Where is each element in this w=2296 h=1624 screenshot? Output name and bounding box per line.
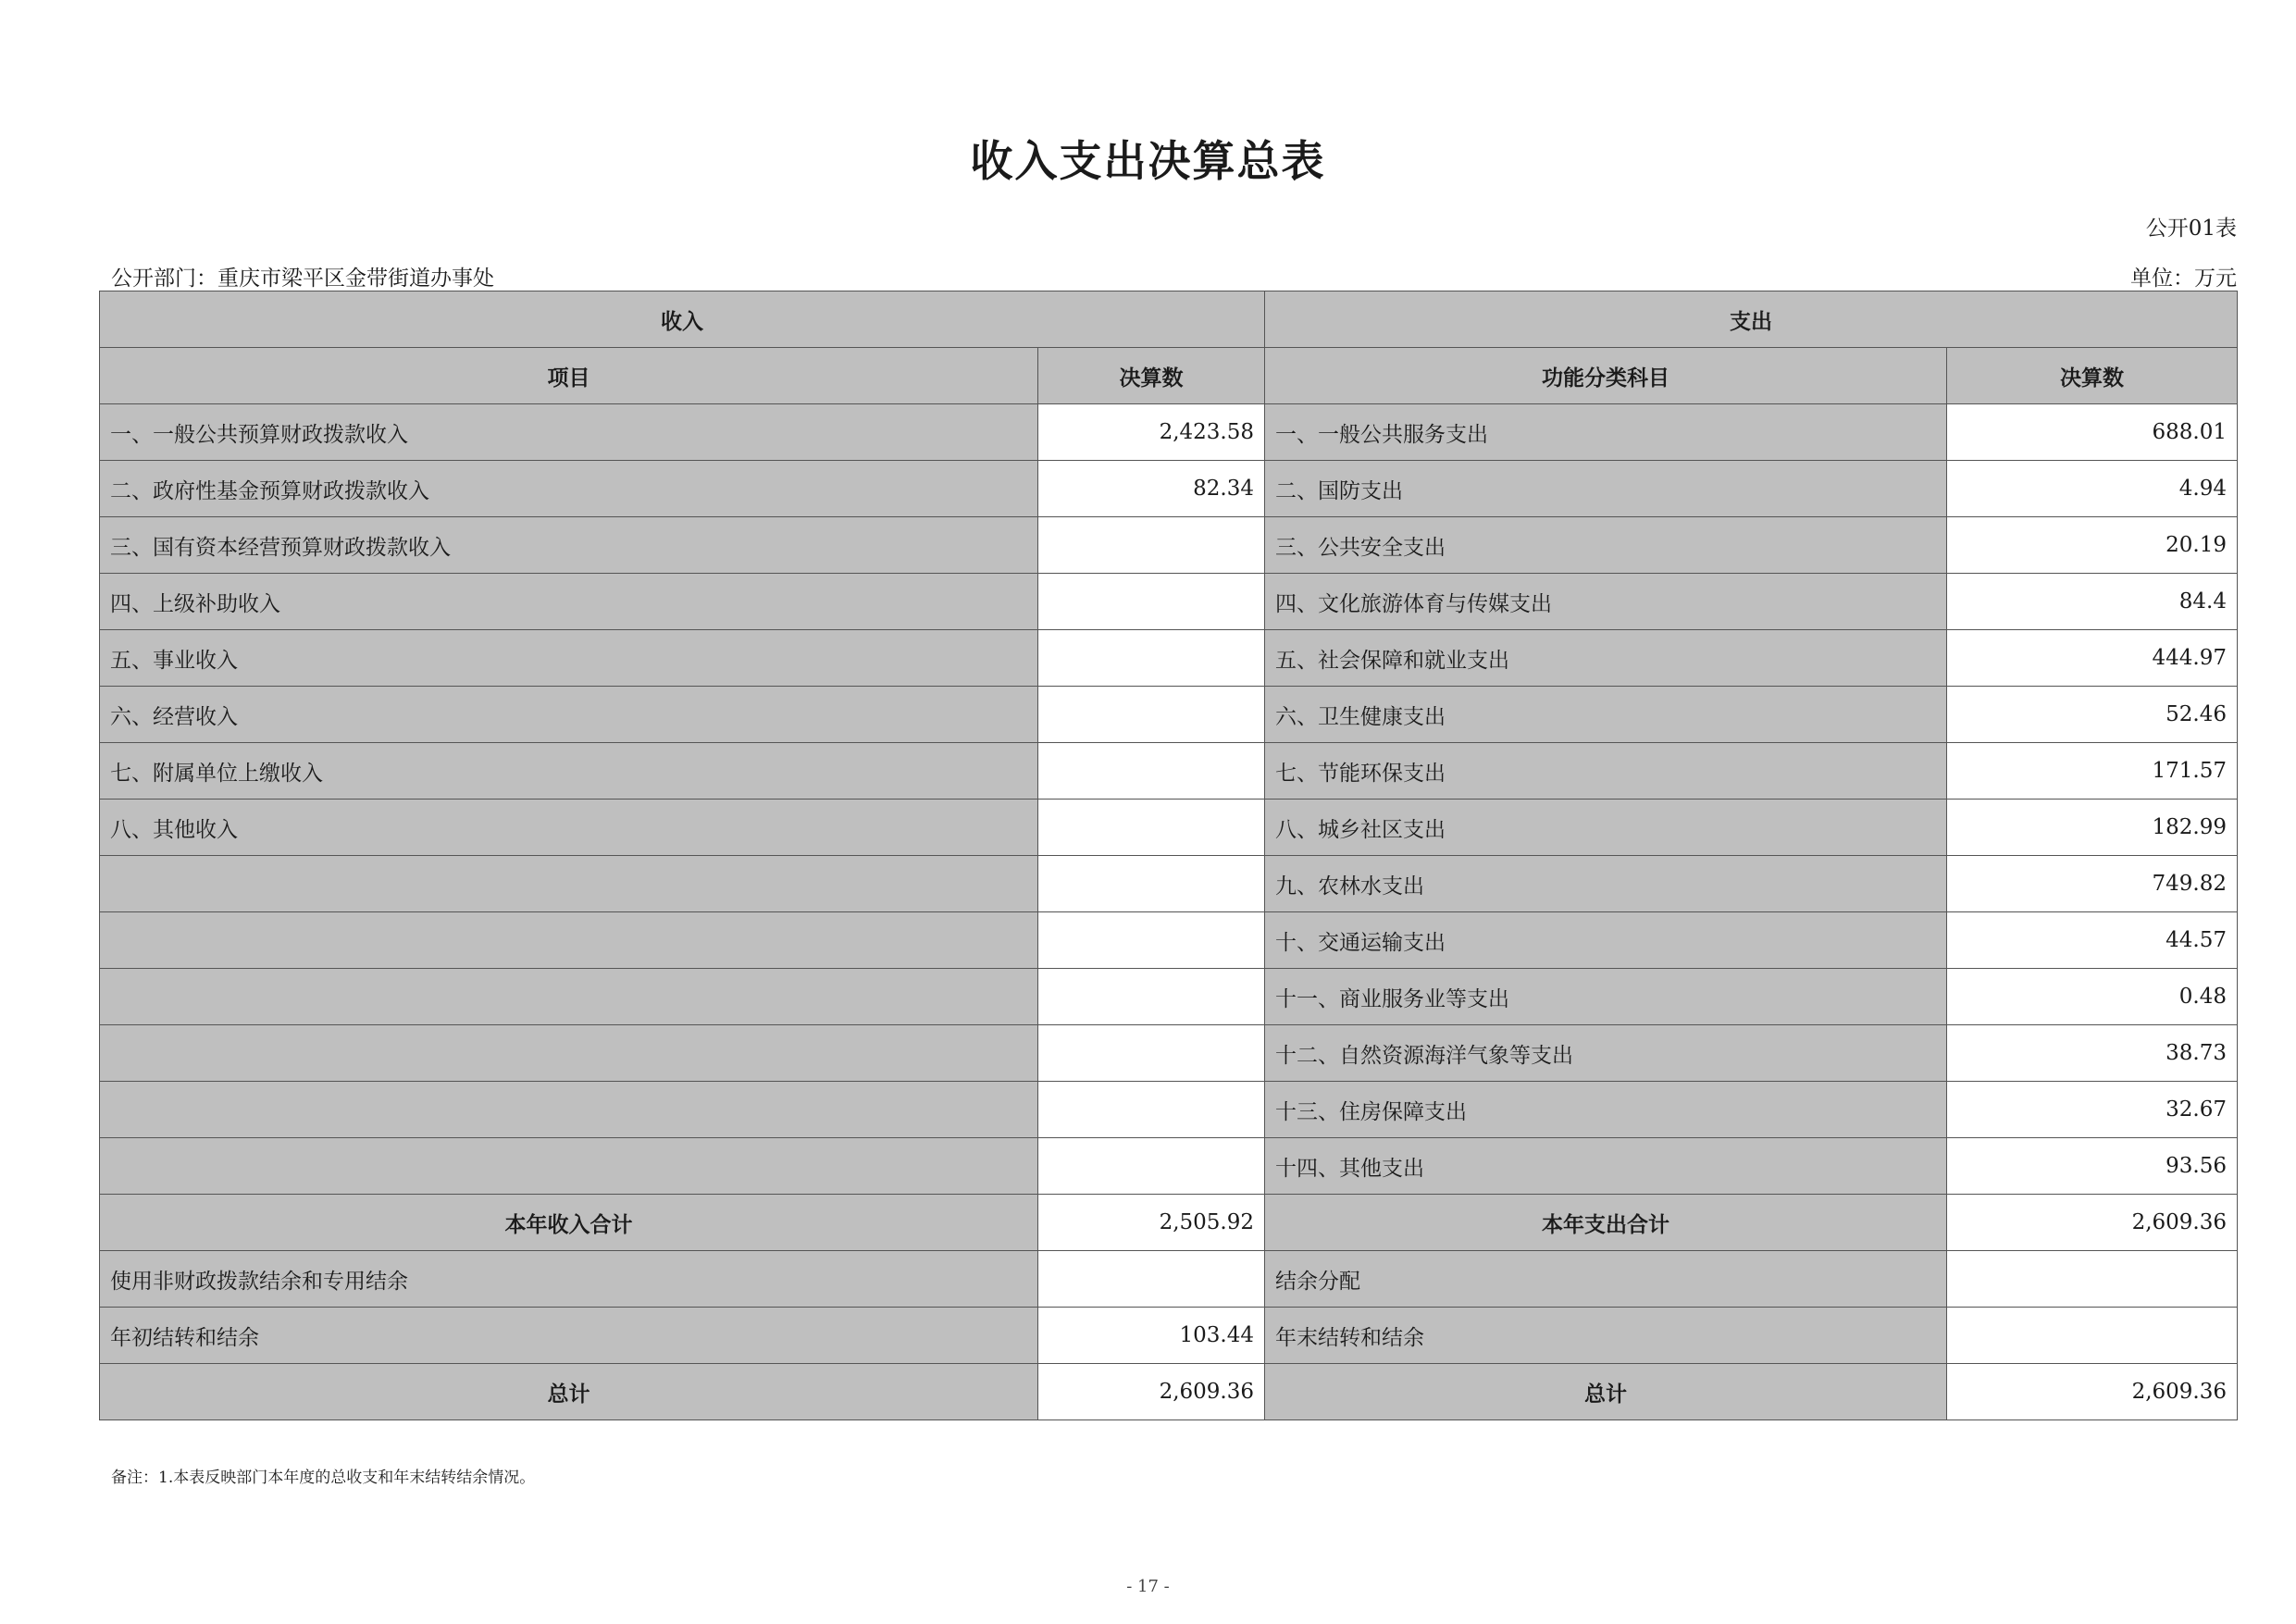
grand-total-row xyxy=(100,1364,2238,1420)
item-column-header: 项目 xyxy=(100,348,1038,404)
expense-amount-cell: 44.57 xyxy=(1947,912,2238,969)
income-amount-cell xyxy=(1038,517,1265,574)
expense-amount-cell: 2,609.36 xyxy=(1947,1195,2238,1251)
page-number: - 17 - xyxy=(1126,1577,1170,1596)
table-number: 公开01表 xyxy=(2145,217,2237,241)
expense-item-cell: 二、国防支出 xyxy=(1265,461,1947,517)
income-amount-cell: 2,505.92 xyxy=(1038,1195,1265,1251)
expense-amount-cell: 444.97 xyxy=(1947,630,2238,687)
income-amount-cell xyxy=(1038,969,1265,1025)
expense-item-cell: 结余分配 xyxy=(1265,1251,1947,1308)
expense-item-cell: 八、城乡社区支出 xyxy=(1265,800,1947,856)
year-total-row xyxy=(100,1195,2238,1251)
income-amount-cell xyxy=(1038,743,1265,800)
table-row xyxy=(100,1082,2238,1138)
income-amount-cell: 2,609.36 xyxy=(1038,1364,1265,1420)
expense-amount-cell: 4.94 xyxy=(1947,461,2238,517)
income-item-cell xyxy=(100,912,1038,969)
income-amount-cell: 82.34 xyxy=(1038,461,1265,517)
income-amount-cell xyxy=(1038,800,1265,856)
expense-amount-cell: 38.73 xyxy=(1947,1025,2238,1082)
expense-item-cell: 三、公共安全支出 xyxy=(1265,517,1947,574)
income-header: 收入 xyxy=(100,291,1265,348)
income-item-cell: 五、事业收入 xyxy=(100,630,1038,687)
expense-item-cell: 总计 xyxy=(1265,1364,1947,1420)
income-item-cell: 年初结转和结余 xyxy=(100,1308,1038,1364)
expense-amount-cell: 20.19 xyxy=(1947,517,2238,574)
department-label: 公开部门：重庆市梁平区金带街道办事处 xyxy=(111,267,494,291)
expense-amount-cell: 182.99 xyxy=(1947,800,2238,856)
income-amount-cell xyxy=(1038,856,1265,912)
table-row xyxy=(100,1025,2238,1082)
expense-item-cell: 本年支出合计 xyxy=(1265,1195,1947,1251)
unit-label: 单位：万元 xyxy=(2130,267,2237,291)
expense-item-cell: 年末结转和结余 xyxy=(1265,1308,1947,1364)
income-item-cell: 八、其他收入 xyxy=(100,800,1038,856)
income-item-cell xyxy=(100,969,1038,1025)
expense-amount-cell: 32.67 xyxy=(1947,1082,2238,1138)
income-amount-cell xyxy=(1038,912,1265,969)
income-amount-cell: 103.44 xyxy=(1038,1308,1265,1364)
table-row xyxy=(100,687,2238,743)
table-row xyxy=(100,800,2238,856)
table-row xyxy=(100,404,2238,461)
header-row-section xyxy=(100,291,2238,348)
table-row xyxy=(100,912,2238,969)
income-item-cell: 四、上级补助收入 xyxy=(100,574,1038,630)
income-amount-cell xyxy=(1038,1251,1265,1308)
table-row xyxy=(100,1251,2238,1308)
income-item-cell: 一、一般公共预算财政拨款收入 xyxy=(100,404,1038,461)
income-amount-cell xyxy=(1038,1025,1265,1082)
expense-amount-cell xyxy=(1947,1251,2238,1308)
expense-amount-cell: 688.01 xyxy=(1947,404,2238,461)
table-row xyxy=(100,1308,2238,1364)
income-item-cell: 六、经营收入 xyxy=(100,687,1038,743)
expense-item-cell: 一、一般公共服务支出 xyxy=(1265,404,1947,461)
income-item-cell: 二、政府性基金预算财政拨款收入 xyxy=(100,461,1038,517)
income-expense-table xyxy=(99,291,2238,1420)
income-item-cell xyxy=(100,1025,1038,1082)
income-amount-cell xyxy=(1038,687,1265,743)
income-item-cell: 七、附属单位上缴收入 xyxy=(100,743,1038,800)
table-row xyxy=(100,461,2238,517)
expense-amount-cell: 2,609.36 xyxy=(1947,1364,2238,1420)
income-amount-cell: 2,423.58 xyxy=(1038,404,1265,461)
table-row xyxy=(100,517,2238,574)
expense-item-cell: 五、社会保障和就业支出 xyxy=(1265,630,1947,687)
expense-item-cell: 七、节能环保支出 xyxy=(1265,743,1947,800)
table-row xyxy=(100,856,2238,912)
function-category-column-header: 功能分类科目 xyxy=(1265,348,1947,404)
expense-amount-cell: 749.82 xyxy=(1947,856,2238,912)
expense-item-cell: 十、交通运输支出 xyxy=(1265,912,1947,969)
income-item-cell: 本年收入合计 xyxy=(100,1195,1038,1251)
expense-item-cell: 十四、其他支出 xyxy=(1265,1138,1947,1195)
expense-amount-cell: 52.46 xyxy=(1947,687,2238,743)
expense-amount-cell: 84.4 xyxy=(1947,574,2238,630)
table-note: 备注：1.本表反映部门本年度的总收支和年末结转结余情况。 xyxy=(111,1469,536,1487)
table-row xyxy=(100,969,2238,1025)
expense-header: 支出 xyxy=(1265,291,2238,348)
income-amount-cell xyxy=(1038,574,1265,630)
income-item-cell: 总计 xyxy=(100,1364,1038,1420)
income-amount-cell xyxy=(1038,630,1265,687)
income-amount-cell xyxy=(1038,1082,1265,1138)
header-row-columns xyxy=(100,348,2238,404)
expense-item-cell: 四、文化旅游体育与传媒支出 xyxy=(1265,574,1947,630)
income-item-cell xyxy=(100,1138,1038,1195)
expense-item-cell: 九、农林水支出 xyxy=(1265,856,1947,912)
expense-item-cell: 十一、商业服务业等支出 xyxy=(1265,969,1947,1025)
income-item-cell: 三、国有资本经营预算财政拨款收入 xyxy=(100,517,1038,574)
page-title: 收入支出决算总表 xyxy=(970,136,1326,186)
expense-amount-cell: 0.48 xyxy=(1947,969,2238,1025)
table-row xyxy=(100,743,2238,800)
expense-amount-cell xyxy=(1947,1308,2238,1364)
expense-amount-column-header: 决算数 xyxy=(1947,348,2238,404)
income-item-cell: 使用非财政拨款结余和专用结余 xyxy=(100,1251,1038,1308)
income-amount-cell xyxy=(1038,1138,1265,1195)
income-item-cell xyxy=(100,856,1038,912)
expense-item-cell: 六、卫生健康支出 xyxy=(1265,687,1947,743)
expense-amount-cell: 93.56 xyxy=(1947,1138,2238,1195)
table-row xyxy=(100,1138,2238,1195)
income-amount-column-header: 决算数 xyxy=(1038,348,1265,404)
table-row xyxy=(100,630,2238,687)
table-row xyxy=(100,574,2238,630)
expense-item-cell: 十三、住房保障支出 xyxy=(1265,1082,1947,1138)
expense-item-cell: 十二、自然资源海洋气象等支出 xyxy=(1265,1025,1947,1082)
income-item-cell xyxy=(100,1082,1038,1138)
expense-amount-cell: 171.57 xyxy=(1947,743,2238,800)
